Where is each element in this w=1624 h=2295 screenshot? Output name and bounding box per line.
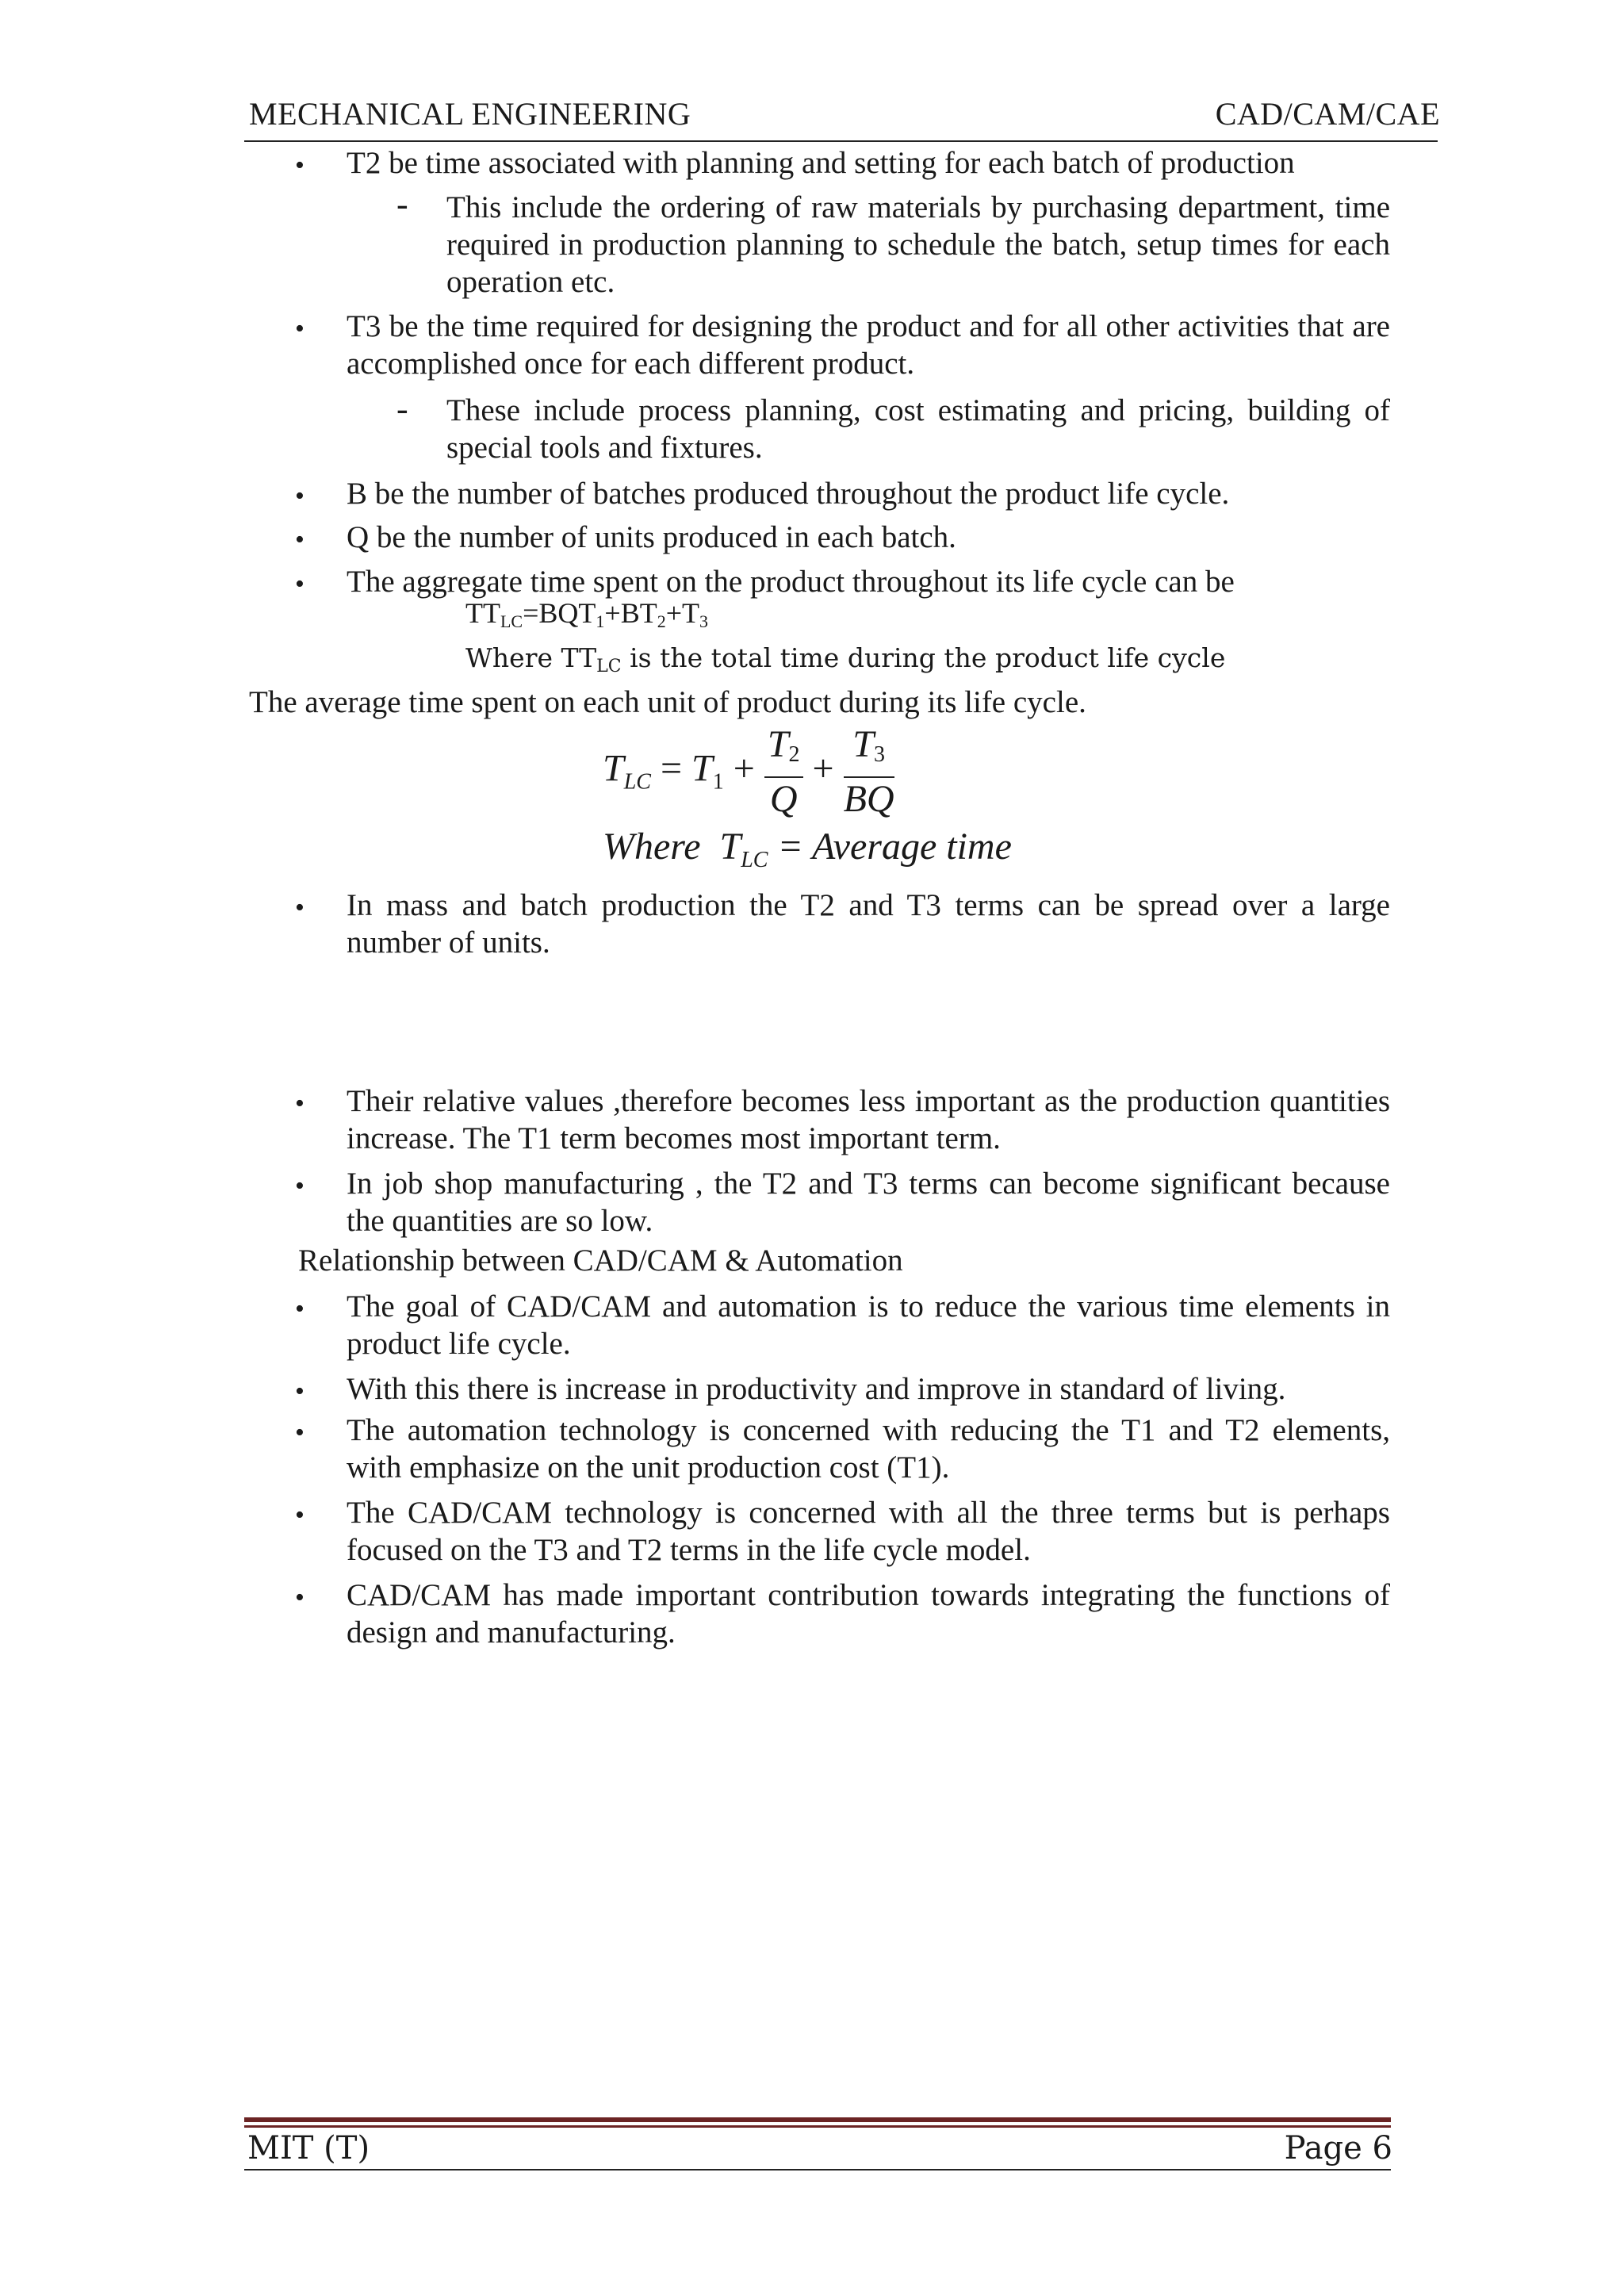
sub-bullet-t2: This include the ordering of raw materials by purchasing department, time required in production planning to schedule the batch, setup times for each operation etc. [446,190,1390,299]
formula-total-time-where: Where TTLC is the total time during the product life cycle [465,642,1226,676]
formula-average-time: $T_{LC} = T_1$ + $\frac{T_2}{Q}$ + $\frac{T_3}{BQ}$ [603,723,894,820]
bullet-symbol: • [295,1171,304,1201]
average-time-text: The average time spent on each unit of product during its life cycle. [249,685,1086,719]
dash-symbol: - [396,185,408,224]
bullet-symbol: • [295,481,304,511]
bullet-symbol: • [295,569,304,599]
bullet-goal: The goal of CAD/CAM and automation is to reduce the various time elements in product life cycle. [347,1289,1390,1361]
page-number: Page 6 [1284,2130,1392,2167]
bullet-symbol: • [295,1418,304,1447]
bullet-cadcam-technology: The CAD/CAM technology is concerned with all the three terms but is perhaps focused on the T3 and T2 terms in the life cycle model. [347,1496,1390,1567]
bullet-symbol: • [295,1377,304,1406]
bullet-symbol: • [295,314,304,343]
bullet-symbol: • [295,893,304,922]
bullet-aggregate: The aggregate time spent on the product throughout its life cycle can be [347,565,1235,599]
footer-rule-bottom [244,2169,1391,2170]
bullet-symbol: • [295,1294,304,1324]
bullet-relative-values: Their relative values ,therefore becomes less important as the production quantities increase. The T1 term becomes most important term. [347,1084,1390,1155]
section-heading: Relationship between CAD/CAM & Automation [298,1243,903,1278]
formula-average-time-where: Where $T_{LC}$ = Average time [603,826,1012,872]
bullet-symbol: • [295,1500,304,1530]
bullet-automation: The automation technology is concerned with reducing the T1 and T2 elements, with emphasize on the unit production cost (T1). [347,1413,1390,1485]
bullet-b: B be the number of batches produced throughout the product life cycle. [347,477,1230,511]
bullet-integration: CAD/CAM has made important contribution towards integrating the functions of design and manufacturing. [347,1578,1390,1649]
header-rule [244,140,1438,142]
header-left: MECHANICAL ENGINEERING [249,96,691,132]
bullet-mass-batch: In mass and batch production the T2 and T3 terms can be spread over a large number of units. [347,888,1390,960]
bullet-t2: T2 be time associated with planning and setting for each batch of production [347,146,1295,180]
bullet-symbol: • [295,151,304,180]
bullet-productivity: With this there is increase in productivity and improve in standard of living. [347,1372,1286,1406]
dash-symbol: - [396,389,408,428]
bullet-q: Q be the number of units produced in each batch. [347,520,956,554]
footer-left: MIT (T) [247,2130,370,2167]
bullet-symbol: • [295,525,304,554]
sub-bullet-t3: These include process planning, cost estimating and pricing, building of special tools and fixtures. [446,393,1390,465]
bullet-symbol: • [295,1583,304,1612]
bullet-job-shop: In job shop manufacturing , the T2 and T3 terms can become significant because the quantities are so low. [347,1167,1390,1238]
header-right: CAD/CAM/CAE [1215,96,1440,132]
formula-total-time: $TT_{LC}=BQT_1+BT_2+T_3$ [465,597,709,631]
bullet-symbol: • [295,1089,304,1118]
footer-rule-thin [244,2125,1391,2128]
footer-rule-thick [244,2117,1391,2122]
bullet-t3: T3 be the time required for designing the product and for all other activities that are accomplished once for each different product. [347,309,1390,381]
